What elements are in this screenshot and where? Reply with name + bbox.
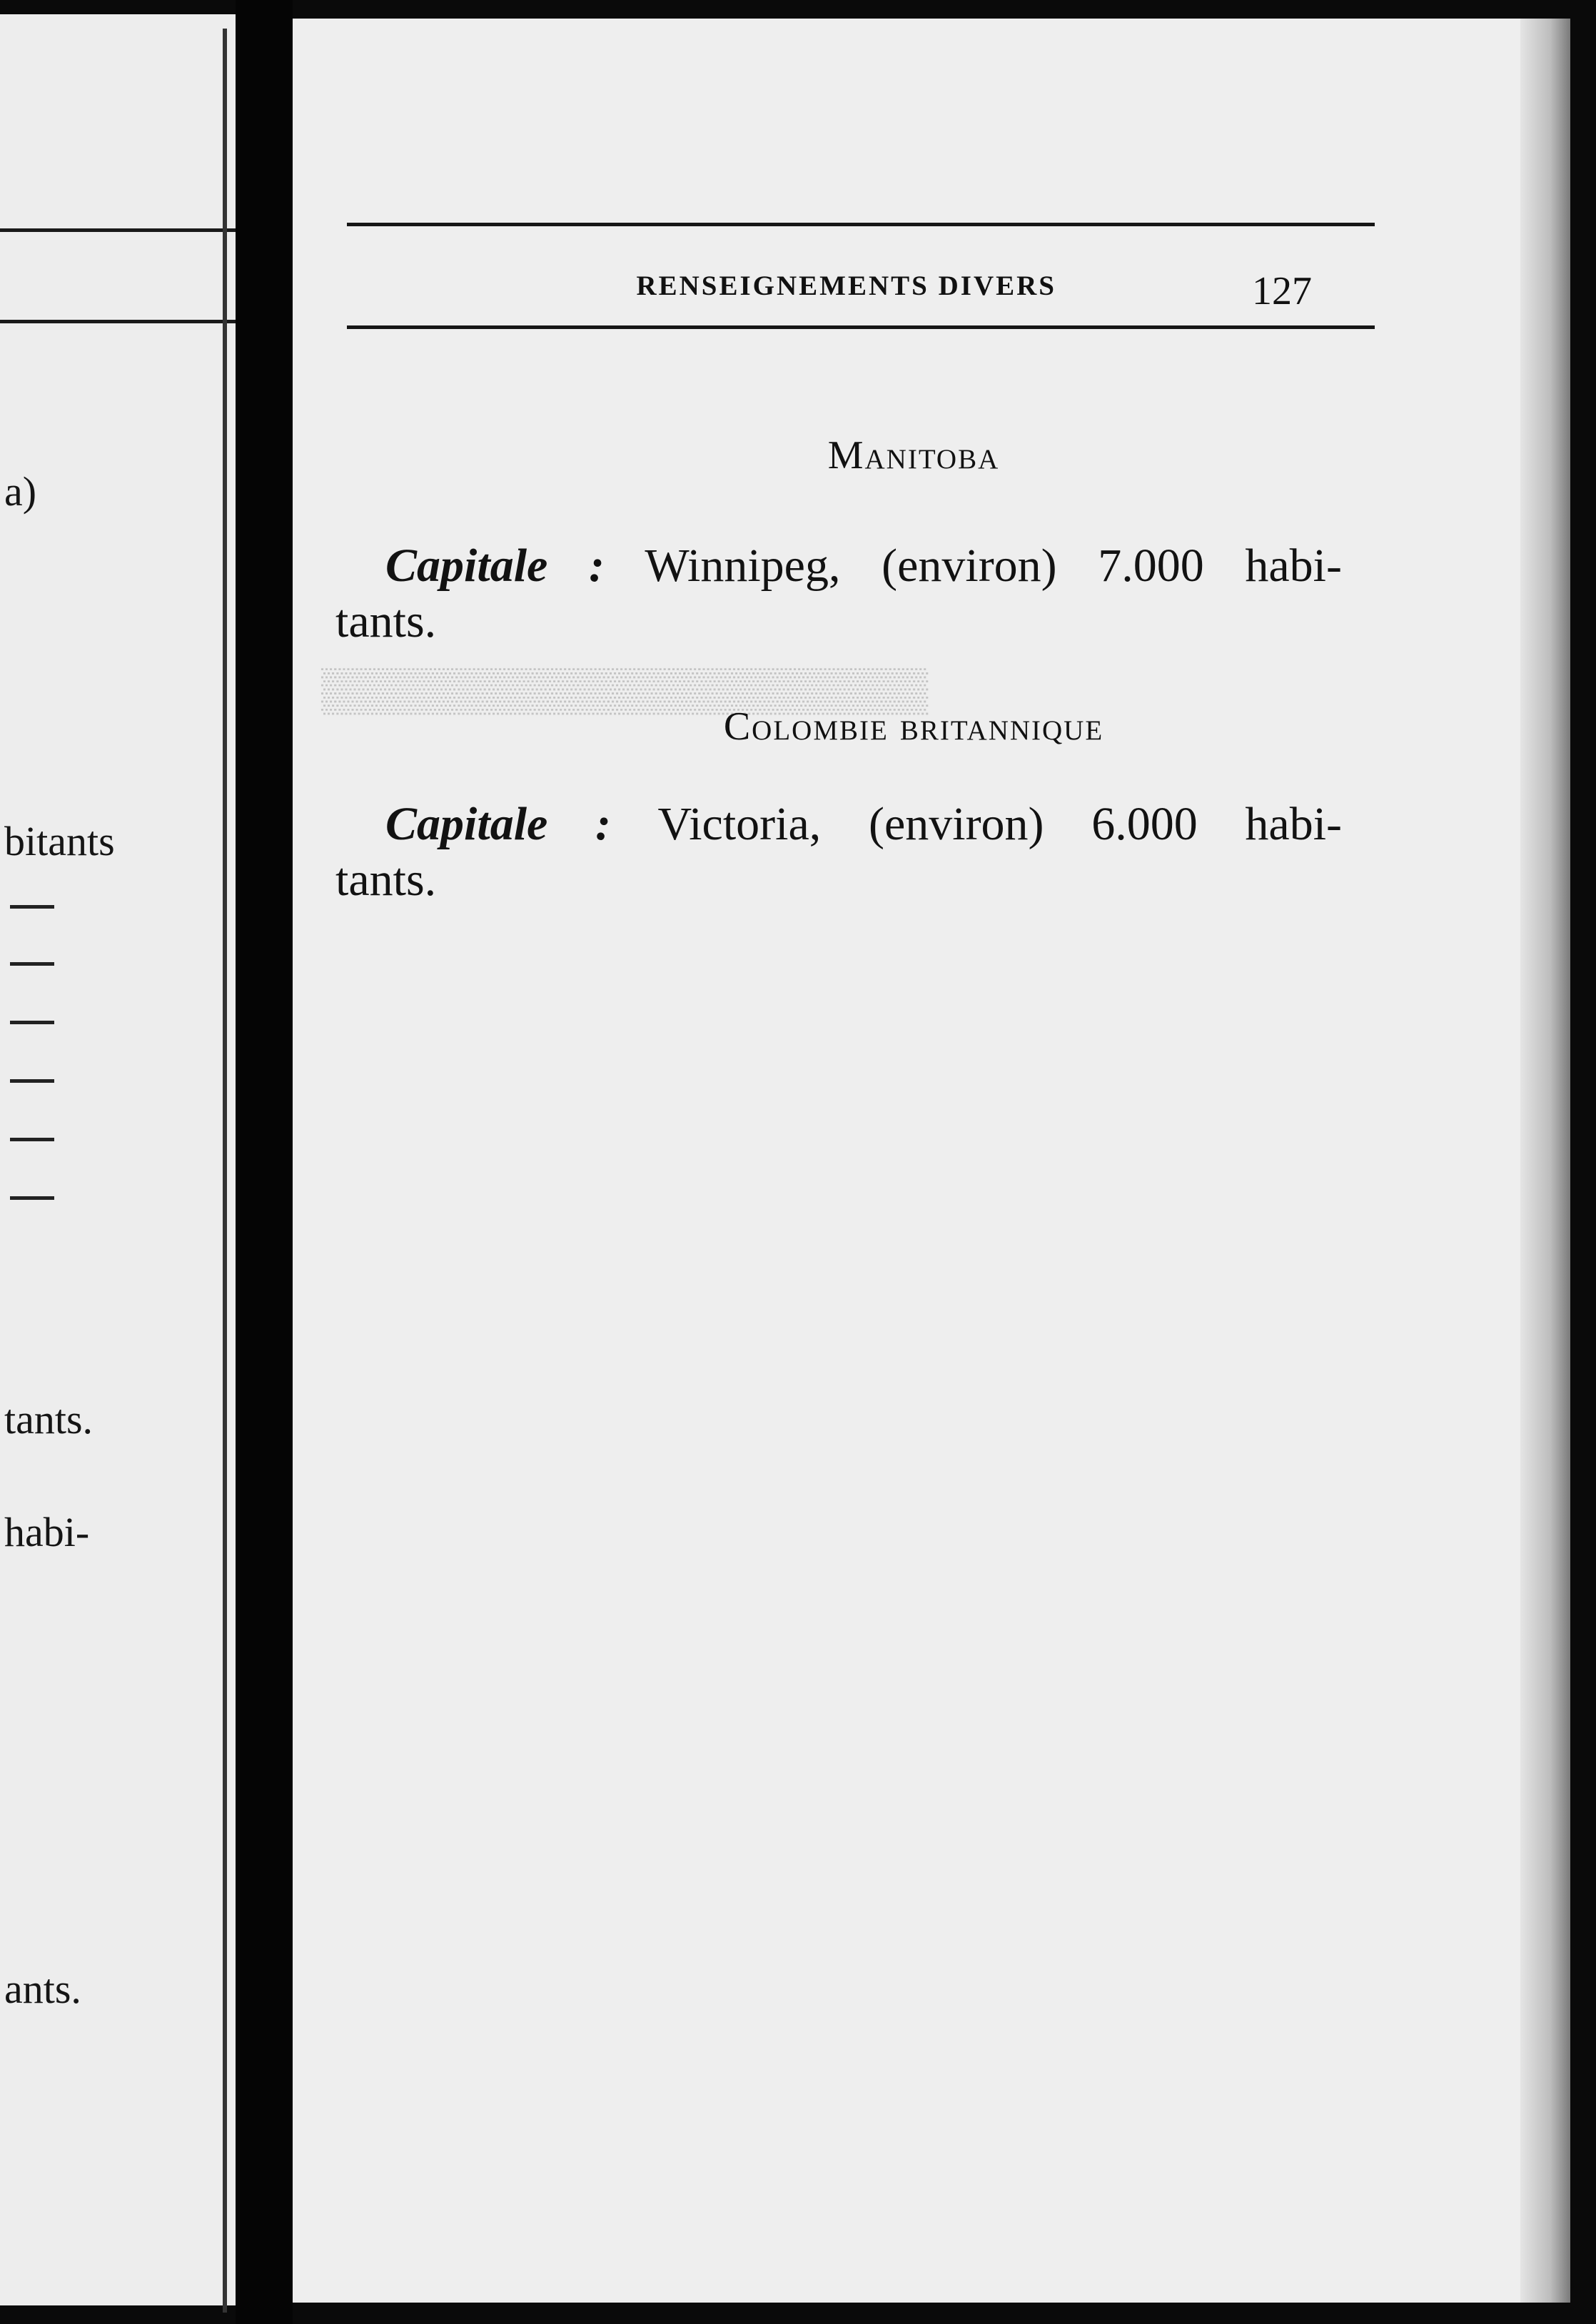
- capital-value: Victoria, (environ) 6.000 habi-: [657, 798, 1343, 850]
- capital-value: Winnipeg, (environ) 7.000 habi-: [645, 540, 1343, 592]
- left-dash: [10, 1021, 54, 1024]
- left-fragment-text: a): [4, 468, 37, 515]
- section-paragraph: [335, 797, 1342, 908]
- left-fragment-text: tants.: [4, 1396, 94, 1443]
- book-gutter: [236, 0, 293, 2324]
- left-dash: [10, 1138, 54, 1141]
- right-page: [293, 19, 1570, 2303]
- left-top-rule: [0, 228, 236, 232]
- bleed-through-text: ▒▒▒▒▒▒▒▒▒▒▒▒▒▒▒▒▒▒▒▒: [321, 666, 929, 713]
- header-top-rule: [347, 223, 1375, 226]
- left-dash: [10, 905, 54, 909]
- capital-value-continued: tants.: [335, 595, 437, 647]
- left-page-fragment: [0, 14, 236, 2305]
- gutter-edge: [223, 29, 227, 2313]
- section-heading: Colombie britannique: [723, 704, 1104, 749]
- capital-label: Capitale :: [385, 540, 605, 592]
- section-paragraph: [335, 538, 1342, 650]
- capital-value-continued: tants.: [335, 854, 437, 906]
- left-dash: [10, 1079, 54, 1083]
- left-second-rule: [0, 320, 236, 323]
- page-edge-shadow: [1520, 19, 1570, 2303]
- left-fragment-text: bitants: [4, 818, 115, 864]
- left-fragment-text: habi-: [4, 1509, 90, 1555]
- running-head: RENSEIGNEMENTS DIVERS: [636, 271, 1056, 301]
- header-bottom-rule: [347, 325, 1375, 329]
- left-dash: [10, 1196, 54, 1200]
- page-number: 127: [1252, 269, 1312, 313]
- left-dash: [10, 962, 54, 966]
- left-fragment-text: ants.: [4, 1966, 81, 2012]
- capital-label: Capitale :: [385, 798, 611, 850]
- section-heading: Manitoba: [827, 433, 1000, 478]
